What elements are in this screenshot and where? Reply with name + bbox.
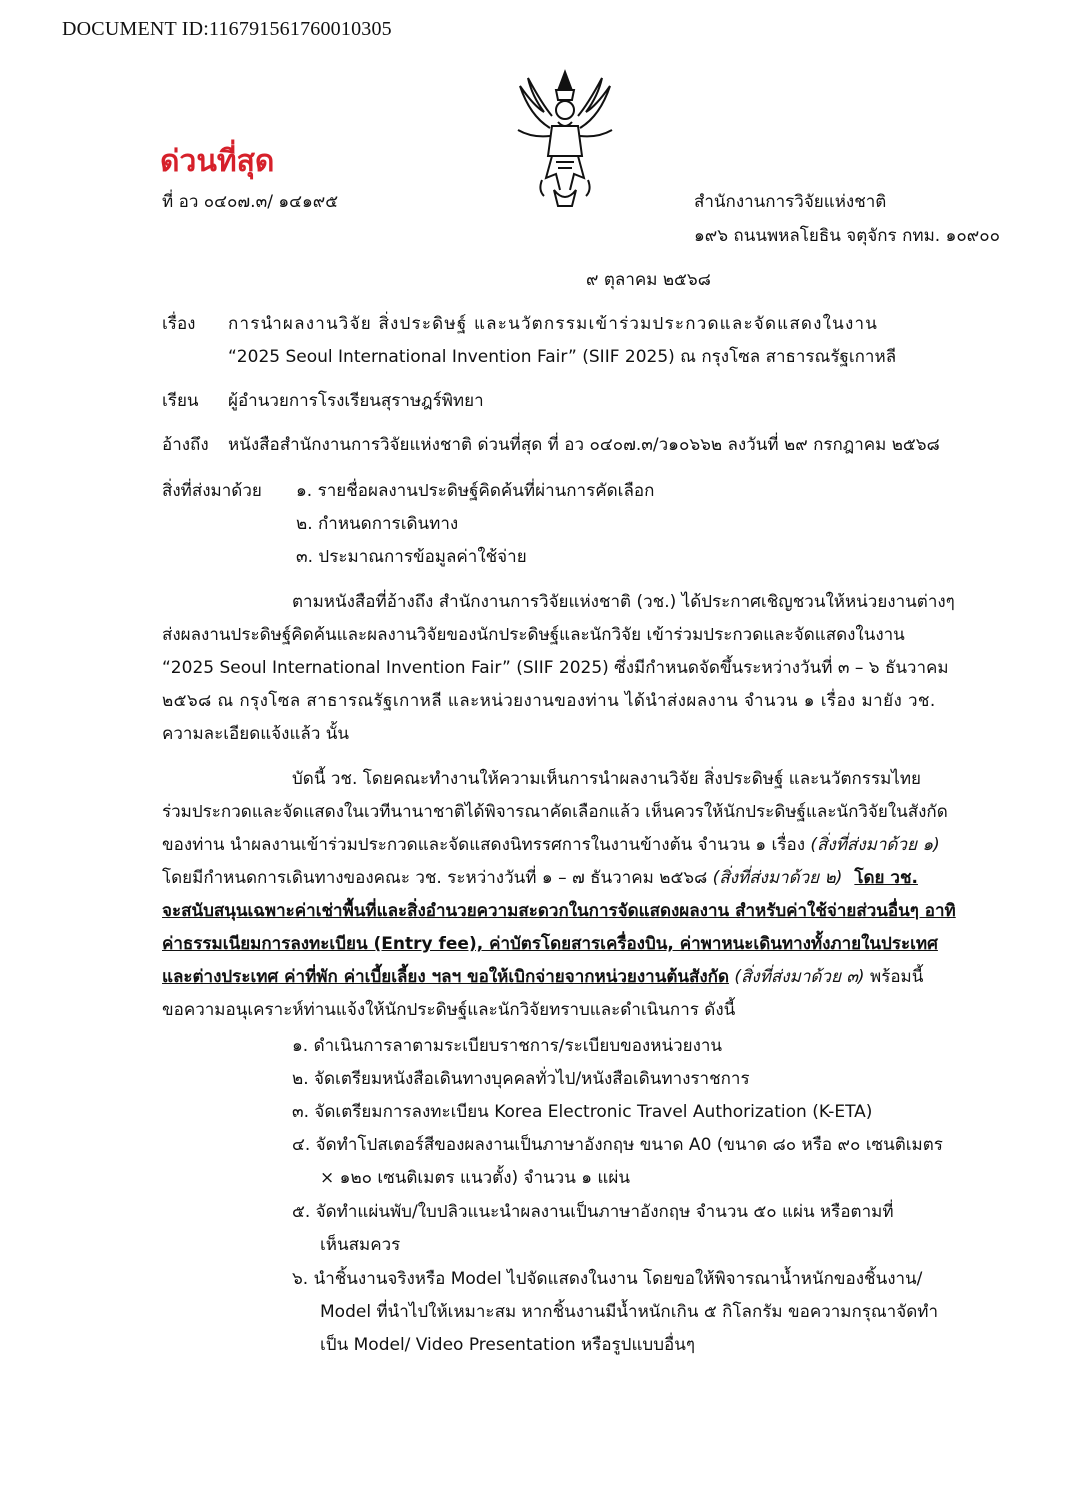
- enclosure-ref-2: (สิ่งที่ส่งมาด้วย ๒): [712, 868, 843, 888]
- action-item: ๒. จัดเตรียมหนังสือเดินทางบุคคลทั่วไป/หนังสือเดินทางราชการ: [292, 1069, 750, 1089]
- para2-line: ขอความอนุเคราะห์ท่านแจ้งให้นักประดิษฐ์และนักวิจัยทราบและดำเนินการ ดังนี้: [162, 1000, 736, 1020]
- action-item-continued: × ๑๒๐ เซนติเมตร แนวตั้ง) จำนวน ๑ แผ่น: [320, 1168, 630, 1188]
- action-item: ๖. นำชิ้นงานจริงหรือ Model ไปจัดแสดงในงาน โดยขอให้พิจารณาน้ำหนักของชิ้นงาน/: [292, 1269, 923, 1289]
- action-item: ๑. ดำเนินการลาตามระเบียบราชการ/ระเบียบของหน่วยงาน: [292, 1036, 723, 1056]
- subject-label: เรื่อง: [162, 314, 196, 334]
- to-label: เรียน: [162, 391, 199, 411]
- subject-line-2: “2025 Seoul International Invention Fair” (SIIF 2025) ณ กรุงโซล สาธารณรัฐเกาหลี: [228, 347, 897, 367]
- enclosure-ref-1: (สิ่งที่ส่งมาด้วย ๑): [810, 835, 940, 855]
- support-note-line: ค่าธรรมเนียมการลงทะเบียน (Entry fee), ค่าบัตรโดยสารเครื่องบิน, ค่าพาหนะเดินทางทั้งภายในประเทศ: [162, 934, 938, 954]
- para1-line: ความละเอียดแจ้งแล้ว นั้น: [162, 724, 350, 744]
- reference-number: ที่ อว ๐๔๐๗.๓/ ๑๔๑๙๕: [162, 192, 339, 212]
- support-note-line: จะสนับสนุนเฉพาะค่าเช่าพื้นที่และสิ่งอำนวยความสะดวกในการจัดแสดงผลงาน สำหรับค่าใช้จ่ายส่วนอื่นๆ อาทิ: [162, 901, 956, 921]
- document-id: DOCUMENT ID:116791561760010305: [62, 18, 392, 40]
- agency-address: ๑๙๖ ถนนพหลโยธิน จตุจักร กทม. ๑๐๙๐๐: [694, 226, 1000, 246]
- para1-line: ตามหนังสือที่อ้างถึง สำนักงานการวิจัยแห่งชาติ (วช.) ได้ประกาศเชิญชวนให้หน่วยงานต่างๆ: [292, 592, 955, 612]
- para1-line: ๒๕๖๘ ณ กรุงโซล สาธารณรัฐเกาหลี และหน่วยงานของท่าน ได้นำส่งผลงาน จำนวน ๑ เรื่อง มายัง วช.: [162, 691, 936, 711]
- para2-text: พร้อมนี้: [864, 967, 924, 987]
- enclosure-item: ๒. กำหนดการเดินทาง: [296, 514, 459, 534]
- enclosure-item: ๑. รายชื่อผลงานประดิษฐ์คิดค้นที่ผ่านการคัดเลือก: [296, 481, 655, 501]
- para2-text: ของท่าน นำผลงานเข้าร่วมประกวดและจัดแสดงนิทรรศการในงานข้างต้น จำนวน ๑ เรื่อง: [162, 835, 811, 855]
- reference-value: หนังสือสำนักงานการวิจัยแห่งชาติ ด่วนที่สุด ที่ อว ๐๔๐๗.๓/ว๑๐๖๖๒ ลงวันที่ ๒๙ กรกฎาคม ๒๕๖๘: [228, 435, 940, 455]
- support-note-end: และต่างประเทศ ค่าที่พัก ค่าเบี้ยเลี้ยง ฯลฯ ขอให้เบิกจ่ายจากหน่วยงานต้นสังกัด: [162, 967, 730, 987]
- action-item: ๕. จัดทำแผ่นพับ/ใบปลิวแนะนำผลงานเป็นภาษาอังกฤษ จำนวน ๕๐ แผ่น หรือตามที่: [292, 1202, 894, 1222]
- enclosure-ref-3: (สิ่งที่ส่งมาด้วย ๓): [729, 967, 865, 987]
- para2-line: [162, 831, 940, 858]
- document-date: ๙ ตุลาคม ๒๕๖๘: [586, 270, 711, 290]
- action-item: ๔. จัดทำโปสเตอร์สีของผลงานเป็นภาษาอังกฤษ ขนาด A0 (ขนาด ๘๐ หรือ ๙๐ เซนติเมตร: [292, 1135, 943, 1155]
- para2-line: [162, 864, 918, 891]
- para1-line: “2025 Seoul International Invention Fair” (SIIF 2025) ซึ่งมีกำหนดจัดขึ้นระหว่างวันที่ ๓ – ๖ ธันวาคม: [162, 658, 949, 678]
- action-item-continued: เป็น Model/ Video Presentation หรือรูปแบบอื่นๆ: [320, 1335, 695, 1355]
- urgency-label: ด่วนที่สุด: [160, 144, 275, 179]
- para2-line: บัดนี้ วช. โดยคณะทำงานให้ความเห็นการนำผลงานวิจัย สิ่งประดิษฐ์ และนวัตกรรมไทย: [292, 769, 921, 789]
- garuda-emblem-icon: [512, 66, 618, 214]
- para2-text: โดยมีกำหนดการเดินทางของคณะ วช. ระหว่างวันที่ ๑ – ๗ ธันวาคม ๒๕๖๘: [162, 868, 713, 888]
- para1-line: ส่งผลงานประดิษฐ์คิดค้นและผลงานวิจัยของนักประดิษฐ์และนักวิจัย เข้าร่วมประกวดและจัดแสดงในงาน: [162, 625, 905, 645]
- to-value: ผู้อำนวยการโรงเรียนสุราษฎร์พิทยา: [228, 391, 484, 411]
- action-item: ๓. จัดเตรียมการลงทะเบียน Korea Electronic Travel Authorization (K-ETA): [292, 1102, 873, 1122]
- para2-line: [162, 963, 923, 990]
- support-note-start: โดย วช.: [854, 868, 918, 888]
- reference-label: อ้างถึง: [162, 435, 209, 455]
- enclosure-item: ๓. ประมาณการข้อมูลค่าใช้จ่าย: [296, 547, 527, 567]
- action-item-continued: เห็นสมควร: [320, 1235, 401, 1255]
- action-item-continued: Model ที่นำไปให้เหมาะสม หากชิ้นงานมีน้ำหนักเกิน ๕ กิโลกรัม ขอความกรุณาจัดทำ: [320, 1302, 938, 1322]
- subject-line-1: การนำผลงานวิจัย สิ่งประดิษฐ์ และนวัตกรรมเข้าร่วมประกวดและจัดแสดงในงาน: [228, 314, 879, 334]
- para2-line: ร่วมประกวดและจัดแสดงในเวทีนานาชาติได้พิจารณาคัดเลือกแล้ว เห็นควรให้นักประดิษฐ์และนักวิจัยในสังกัด: [162, 802, 948, 822]
- enclosures-label: สิ่งที่ส่งมาด้วย: [162, 481, 262, 501]
- agency-name: สำนักงานการวิจัยแห่งชาติ: [694, 192, 887, 212]
